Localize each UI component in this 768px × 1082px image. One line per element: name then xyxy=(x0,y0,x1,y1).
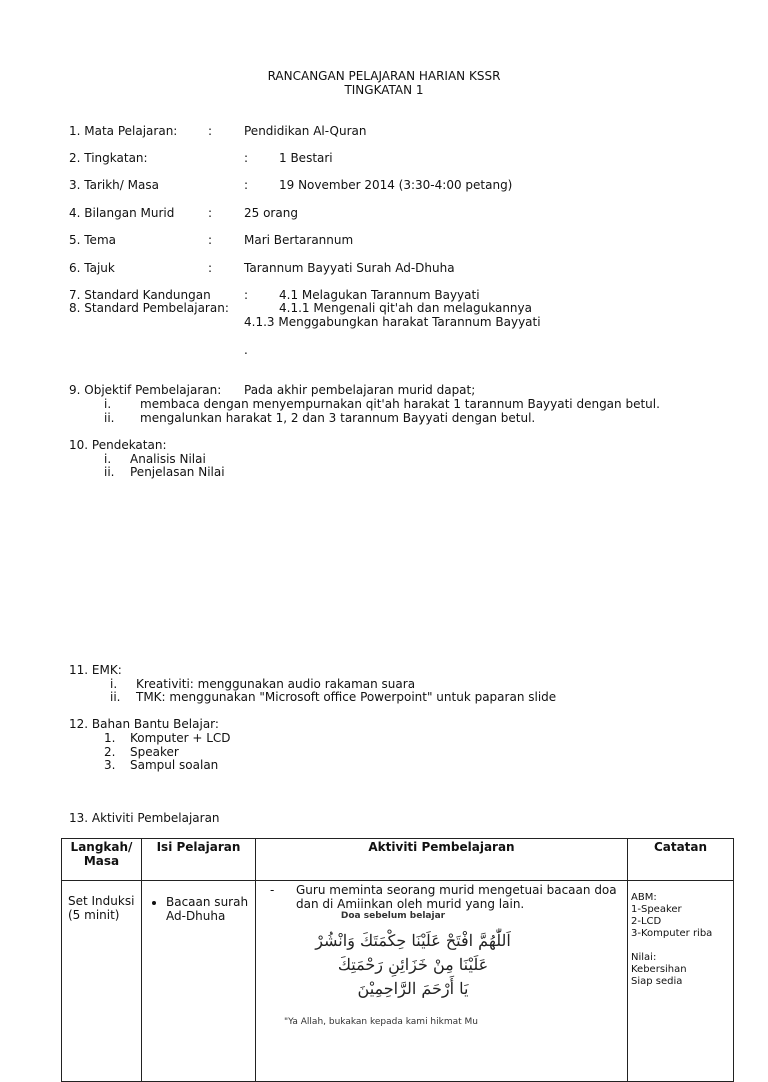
table-row xyxy=(62,881,734,1082)
list-marker: i. xyxy=(104,452,112,466)
header-catatan: Catatan xyxy=(628,839,734,881)
doa-line-2: عَلَيْنَا مِنْ خَزَائِنِ رَحْمَتِكَ xyxy=(337,955,489,974)
field-colon: : xyxy=(208,261,213,275)
list-marker: ii. xyxy=(104,465,115,479)
doa-image xyxy=(284,909,528,1029)
objektif-intro: Pada akhir pembelajaran murid dapat; xyxy=(244,383,476,397)
aktiviti-table xyxy=(61,838,734,1082)
list-marker: i. xyxy=(110,677,118,691)
objektif-item: mengalunkan harakat 1, 2 dan 3 tarannum Bayyati dengan betul. xyxy=(140,411,536,425)
emk-label: 11. EMK: xyxy=(69,663,122,677)
doa-line-1: اَللّٰهُمَّ افْتَحْ عَلَيْنَا حِكْمَتَكَ وَانْشُرْ xyxy=(315,931,511,950)
field-label-tarikh-masa: 3. Tarikh/ Masa xyxy=(69,178,159,192)
stray-dot: . xyxy=(244,343,248,357)
field-value-tema: Mari Bertarannum xyxy=(244,233,354,247)
list-marker: 1. xyxy=(104,731,116,745)
header-isi-pelajaran: Isi Pelajaran xyxy=(142,839,256,881)
cell-catatan xyxy=(628,881,734,1082)
objektif-label: 9. Objektif Pembelajaran: xyxy=(69,383,222,397)
pendekatan-item: Analisis Nilai xyxy=(130,452,206,466)
doa-translation: "Ya Allah, bukakan kepada kami hikmat Mu xyxy=(284,1017,478,1027)
aktiviti-text: Guru meminta seorang murid mengetuai bacaan doa dan di Amiinkan oleh murid yang lain. xyxy=(296,883,617,911)
pendekatan-label: 10. Pendekatan: xyxy=(69,438,167,452)
field-value-bilangan-murid: 25 orang xyxy=(244,206,298,220)
emk-item: TMK: menggunakan "Microsoft office Powerpoint" untuk paparan slide xyxy=(136,690,557,704)
pendekatan-item: Penjelasan Nilai xyxy=(130,465,225,479)
field-value-tarikh-masa: 19 November 2014 (3:30-4:00 petang) xyxy=(279,178,513,192)
emk-item: Kreativiti: menggunakan audio rakaman suara xyxy=(136,677,416,691)
bahan-label: 12. Bahan Bantu Belajar: xyxy=(69,717,219,731)
field-value-tingkatan: 1 Bestari xyxy=(279,151,333,165)
field-value-standard-extra: 4.1.3 Menggabungkan harakat Tarannum Bayyati xyxy=(244,315,541,329)
list-marker: 2. xyxy=(104,745,116,759)
field-label-mata-pelajaran: 1. Mata Pelajaran: xyxy=(69,124,178,138)
page-subtitle: TINGKATAN 1 xyxy=(344,83,424,97)
cell-aktiviti xyxy=(256,881,628,1082)
langkah-text: Set Induksi (5 minit) xyxy=(68,894,135,922)
aktiviti-label: 13. Aktiviti Pembelajaran xyxy=(69,811,220,825)
doa-title: Doa sebelum belajar xyxy=(340,911,446,921)
objektif-item: membaca dengan menyempurnakan qit'ah harakat 1 tarannum Bayyati dengan betul. xyxy=(140,397,660,411)
list-marker: ii. xyxy=(110,690,121,704)
aktiviti-line xyxy=(256,881,627,911)
field-colon: : xyxy=(208,206,213,220)
field-value-mata-pelajaran: Pendidikan Al-Quran xyxy=(244,124,367,138)
field-label-standard-kandungan: 7. Standard Kandungan xyxy=(69,288,211,302)
header-aktiviti-pembelajaran: Aktiviti Pembelajaran xyxy=(256,839,628,881)
field-label-tema: 5. Tema xyxy=(69,233,116,247)
header-langkah-masa: Langkah/ Masa xyxy=(62,839,142,881)
cell-langkah xyxy=(62,881,142,1082)
cell-isi xyxy=(142,881,256,1082)
bahan-item: Komputer + LCD xyxy=(130,731,231,745)
page-title: RANCANGAN PELAJARAN HARIAN KSSR xyxy=(267,69,501,83)
field-colon: : xyxy=(244,151,249,165)
field-colon: : xyxy=(208,124,213,138)
field-colon: : xyxy=(244,178,249,192)
field-value-tajuk: Tarannum Bayyati Surah Ad-Dhuha xyxy=(244,261,455,275)
doa-line-3: يَا أَرْحَمَ الرَّاحِمِيْنَ xyxy=(357,979,469,998)
field-label-standard-pembelajaran: 8. Standard Pembelajaran: xyxy=(69,301,229,315)
list-marker: ii. xyxy=(104,411,115,425)
catatan-text: ABM: 1-Speaker 2-LCD 3-Komputer riba Nilai: Kebersihan Siap sedia xyxy=(631,892,713,987)
field-label-tajuk: 6. Tajuk xyxy=(69,261,115,275)
field-label-tingkatan: 2. Tingkatan: xyxy=(69,151,148,165)
table-header-row xyxy=(62,839,734,881)
field-value-standard-kandungan: 4.1 Melagukan Tarannum Bayyati xyxy=(279,288,480,302)
field-colon: : xyxy=(244,288,249,302)
field-value-standard-pembelajaran: 4.1.1 Mengenali qit'ah dan melagukannya xyxy=(279,301,532,315)
field-colon: : xyxy=(208,233,213,247)
isi-list xyxy=(142,895,255,923)
list-marker: i. xyxy=(104,397,112,411)
field-label-bilangan-murid: 4. Bilangan Murid xyxy=(69,206,175,220)
bahan-item: Speaker xyxy=(130,745,179,759)
list-item: • Bacaan surah Ad-Dhuha xyxy=(166,895,255,923)
bahan-item: Sampul soalan xyxy=(130,758,219,772)
list-marker: 3. xyxy=(104,758,116,772)
dash-marker: - xyxy=(270,883,275,897)
